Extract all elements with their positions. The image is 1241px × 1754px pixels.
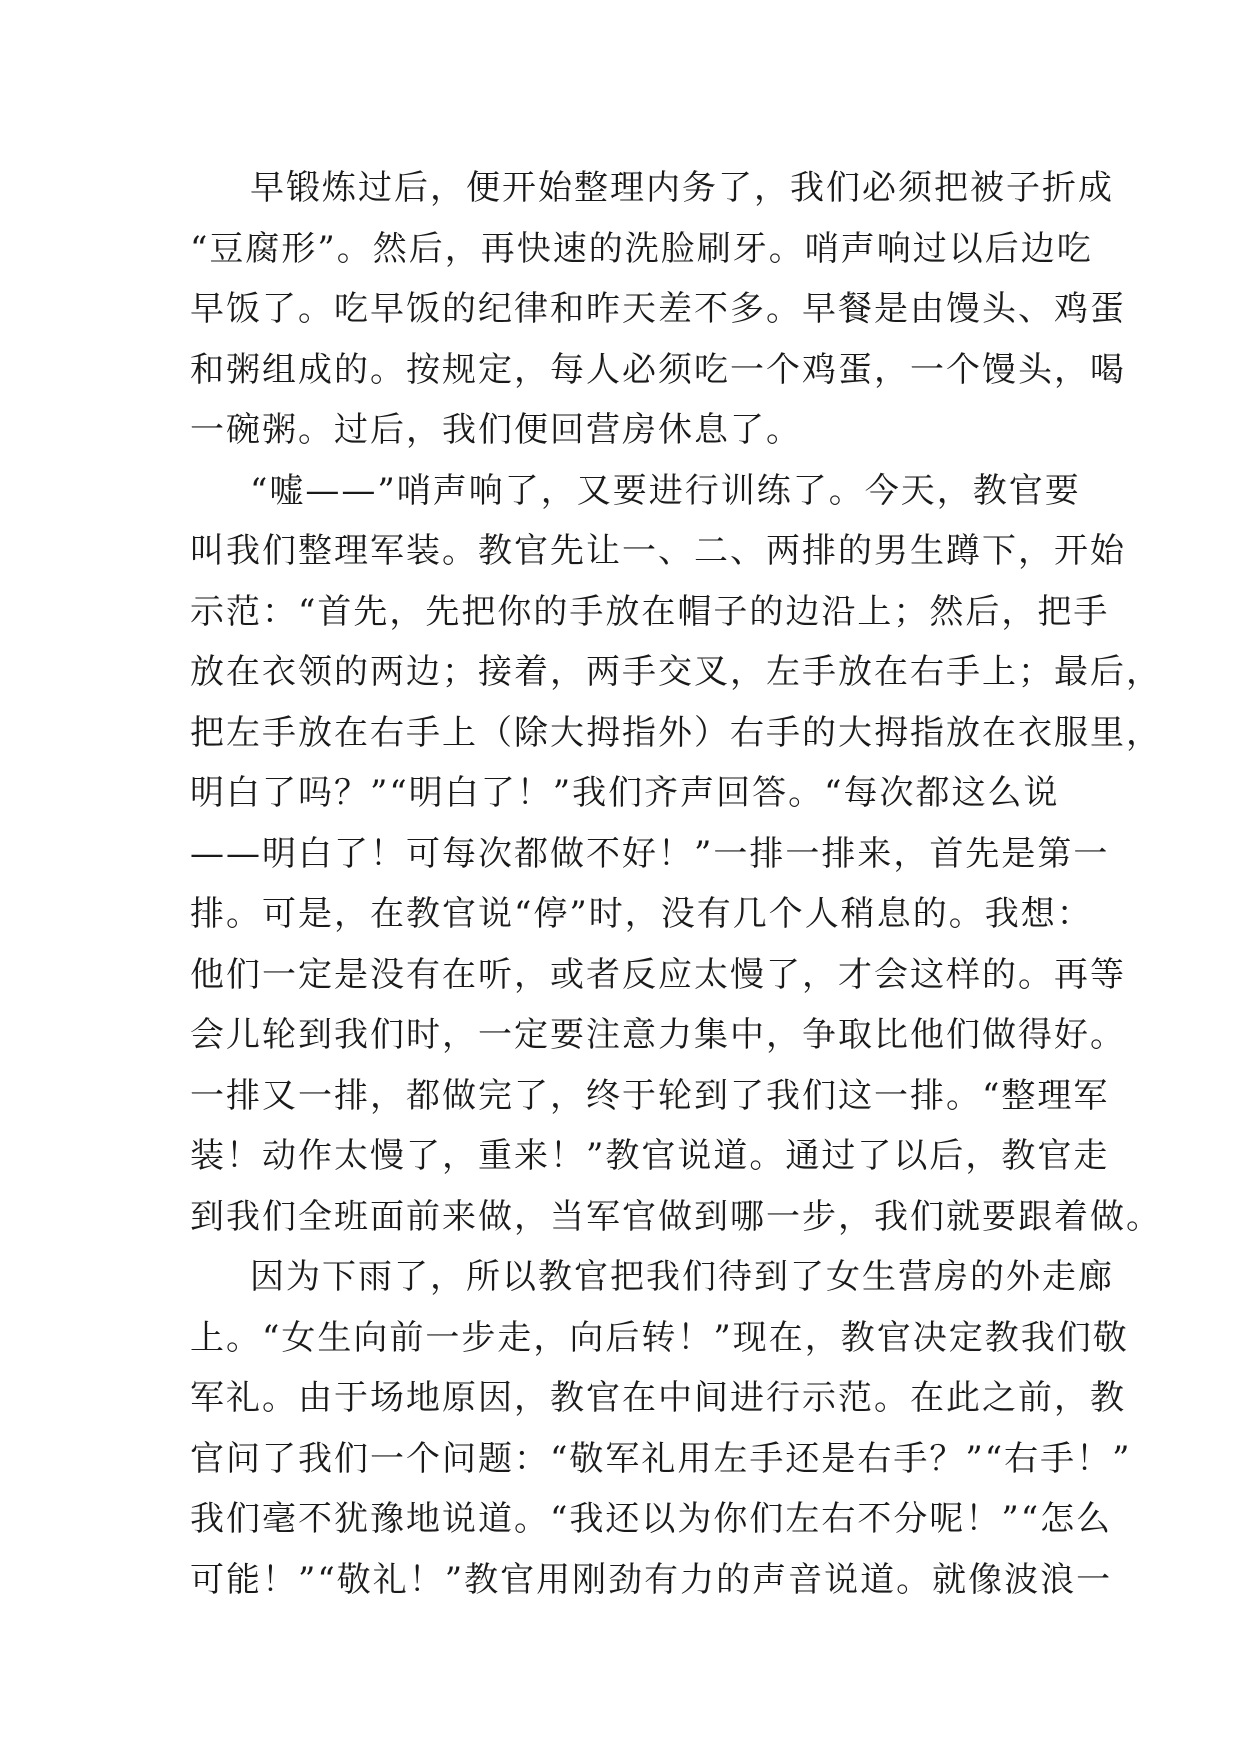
text-line: 到我们全班面前来做，当军官做到哪一步，我们就要跟着做。: [190, 1196, 1162, 1237]
body-text: [190, 158, 1162, 1610]
text-line: 他们一定是没有在听，或者反应太慢了，才会这样的。再等: [190, 954, 1126, 995]
text-line: 我们毫不犹豫地说道。“我还以为你们左右不分呢！”“怎么: [190, 1499, 1113, 1539]
text-line: 一碗粥。过后，我们便回营房休息了。: [190, 410, 802, 450]
text-line: 示范：“首先，先把你的手放在帽子的边沿上；然后，把手: [190, 591, 1110, 632]
text-line: 一排又一排，都做完了，终于轮到了我们这一排。“整理军: [190, 1075, 1110, 1116]
text-line: 叫我们整理军装。教官先让一、二、两排的男生蹲下，开始: [190, 531, 1126, 571]
text-line: 放在衣领的两边；接着，两手交叉，左手放在右手上；最后，: [190, 652, 1162, 692]
text-line: 会儿轮到我们时，一定要注意力集中，争取比他们做得好。: [190, 1015, 1126, 1055]
text-line: 把左手放在右手上（除大拇指外）右手的大拇指放在衣服里，: [190, 712, 1162, 753]
text-line: ——明白了！可每次都做不好！”一排一排来，首先是第一: [190, 833, 1110, 874]
text-line: 明白了吗？”“明白了！”我们齐声回答。“每次都这么说: [190, 773, 1060, 813]
text-line: “豆腐形”。然后，再快速的洗脸刷牙。哨声响过以后边吃: [190, 228, 1093, 269]
text-line: 官问了我们一个问题：“敬军礼用左手还是右手？”“右手！”: [190, 1438, 1132, 1479]
text-line: 早锻炼过后，便开始整理内务了，我们必须把被子折成: [250, 168, 1114, 208]
text-line: 因为下雨了，所以教官把我们待到了女生营房的外走廊: [250, 1257, 1114, 1297]
text-line: 早饭了。吃早饭的纪律和昨天差不多。早餐是由馒头、鸡蛋: [190, 289, 1126, 329]
text-line: 上。“女生向前一步走，向后转！”现在，教官决定教我们敬: [190, 1317, 1129, 1358]
text-line: “嘘——”哨声响了，又要进行训练了。今天，教官要: [250, 470, 1081, 511]
text-line: 和粥组成的。按规定，每人必须吃一个鸡蛋，一个馒头，喝: [190, 349, 1126, 390]
text-line: 排。可是，在教官说“停”时，没有几个人稍息的。我想：: [190, 894, 1093, 934]
text-line: 装！动作太慢了，重来！”教官说道。通过了以后，教官走: [190, 1136, 1110, 1176]
text-line: 军礼。由于场地原因，教官在中间进行示范。在此之前，教: [190, 1378, 1126, 1418]
text-line: 可能！”“敬礼！”教官用刚劲有力的声音说道。就像波浪一: [190, 1559, 1113, 1600]
